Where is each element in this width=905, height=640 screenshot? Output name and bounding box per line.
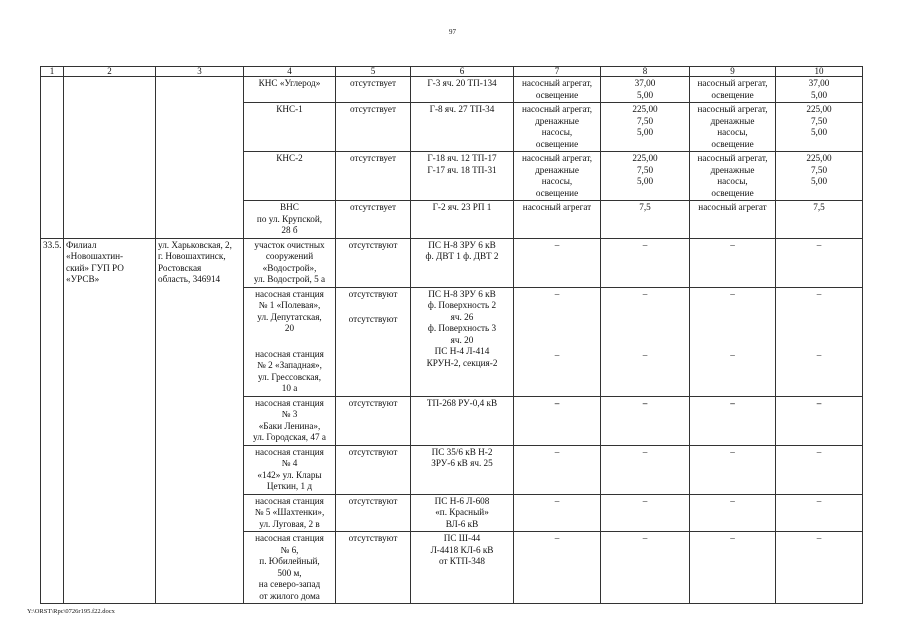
cell-c7: [514, 494, 601, 532]
cell-c7: [514, 532, 601, 604]
column-number-9: 9: [690, 67, 776, 77]
cell-c6-line: Г-17 яч. 18 ТП-31: [427, 164, 497, 175]
empty-value-dash: –: [642, 350, 648, 360]
cell-c9-line: дренажные: [710, 164, 755, 175]
cell-c8-line: 5,00: [636, 127, 654, 137]
empty-value-dash: –: [816, 350, 822, 360]
cell-c9-line: освещение: [711, 89, 754, 100]
cell-c5-line: отсутствуют: [348, 495, 398, 506]
cell-c5-line: отсутствует: [350, 153, 396, 163]
organization-address-line: область, 346914: [158, 274, 221, 284]
empty-value-dash: –: [554, 288, 560, 299]
cell-c4-line: КНС-2: [276, 153, 303, 163]
page-number: 97: [449, 28, 456, 36]
cell-c10-line: 37,00: [808, 78, 830, 88]
cell-c6-line: Г-8 яч. 27 ТП-34: [429, 104, 495, 114]
cell-c6-line: ПС Ш-44: [443, 533, 481, 543]
cell-c6-line: ф. ДВТ 1 ф. ДВТ 2: [425, 251, 499, 261]
cell-c4-line: № 5 «Шахтенки»,: [254, 507, 325, 517]
empty-value-dash: –: [554, 533, 560, 543]
empty-value-dash: –: [730, 288, 735, 299]
cell-c4-line: 28 б: [281, 225, 298, 235]
cell-c4: [244, 152, 336, 201]
cell-c10-line: 7,50: [810, 115, 828, 126]
cell-c4-line: Цеткин, 1 д: [266, 481, 313, 491]
empty-value-dash: –: [642, 239, 648, 250]
cell-c4-line: «Баки Ленина»,: [258, 420, 321, 431]
cell-c4-line: № 1 «Полевая»,: [258, 300, 321, 310]
cell-c8-line: 225,00: [632, 104, 658, 114]
cell-c9-line: освещение: [711, 187, 754, 198]
cell-c4: [244, 445, 336, 494]
cell-c5: [336, 494, 411, 532]
cell-c7: [514, 201, 601, 239]
cell-c9: [690, 238, 776, 287]
cell-c4-line: № 3: [281, 409, 298, 419]
cell-c8-line: 37,00: [634, 78, 656, 88]
cell-c4-line: сооружений: [265, 251, 314, 261]
cell-c7-line: освещение: [535, 89, 579, 100]
cell-c4: [244, 103, 336, 152]
cell-c4: [244, 238, 336, 287]
cell-c10: [776, 494, 863, 532]
cell-c10: [776, 532, 863, 604]
cell-c9: [690, 396, 776, 445]
cell-c4-line: участок очистных: [254, 239, 325, 250]
cell-c4: [244, 494, 336, 532]
cell-c10: [776, 152, 863, 201]
cell-c7: [514, 152, 601, 201]
cell-c4-line: КНС-1: [276, 104, 303, 114]
cell-c8-line: 7,5: [639, 202, 651, 212]
empty-value-dash: –: [642, 495, 648, 506]
empty-value-dash: –: [554, 495, 560, 506]
cell-c6: [411, 287, 514, 396]
cell-c10: [776, 201, 863, 239]
cell-c7-line: насосы,: [541, 176, 573, 186]
cell-c6: [411, 532, 514, 604]
cell-c4-line: ул. Водострой, 5 а: [253, 274, 326, 284]
cell-c4-line: ВНС: [280, 202, 299, 212]
cell-c4: [244, 201, 336, 239]
cell-c6-line: ПС Н-6 Л-608: [434, 495, 490, 506]
cell-c4-line: 500 м,: [277, 567, 302, 578]
cell-c7-line: насосный агрегат,: [521, 153, 593, 163]
cell-c7-line: дренажные: [535, 115, 579, 126]
cell-c9-line: насосный агрегат,: [697, 78, 768, 88]
cell-c4-line: 20: [284, 323, 295, 333]
cell-c10-line: 225,00: [806, 104, 832, 114]
cell-c5: [336, 77, 411, 103]
cell-spacer: [338, 300, 408, 314]
organization-name-line: Филиал: [66, 239, 97, 250]
cell-c9: [690, 103, 776, 152]
cell-c10: [776, 396, 863, 445]
cell-c9-line: освещение: [711, 138, 754, 149]
cell-c6: [411, 494, 514, 532]
empty-value-dash: –: [816, 239, 822, 250]
column-number-1: 1: [41, 67, 64, 77]
cell-c6-line: Л-4418 КЛ-6 кВ: [430, 544, 494, 555]
cell-c9-line: насосы,: [717, 127, 748, 137]
cell-c7-line: дренажные: [535, 164, 579, 175]
cell-c8: [601, 396, 690, 445]
organization-address-line: Ростовская: [158, 262, 202, 273]
cell-c4-line: от жилого дома: [259, 590, 320, 601]
column-number-row: [41, 67, 863, 77]
cell-c10: [776, 287, 863, 396]
cell-spacer: [246, 335, 333, 349]
cell-c7-line: насосный агрегат,: [521, 104, 593, 114]
organization-address-line: г. Новошахтинск,: [158, 251, 226, 261]
cell-c6: [411, 103, 514, 152]
cell-c5: [336, 201, 411, 239]
cell-c6-line: Г-2 яч. 23 РП 1: [432, 202, 492, 212]
cell-c9-line: насосный агрегат,: [697, 104, 768, 114]
cell-c4: [244, 287, 336, 396]
organization-address: [156, 238, 244, 604]
cell-c5-line: отсутствуют: [348, 288, 398, 299]
cell-c5-line: отсутствуют: [348, 314, 398, 324]
cell-c10-line: 7,5: [813, 202, 825, 212]
cell-c5-line: отсутствуют: [348, 239, 398, 250]
cell-c4-line: на северо-запад: [258, 579, 321, 589]
col-2-cell: [64, 77, 156, 239]
column-number-6: 6: [411, 67, 514, 77]
cell-c4-line: КНС «Углерод»: [258, 78, 321, 88]
cell-c9-line: насосы,: [717, 176, 748, 186]
cell-c6-line: ПС 35/6 кВ Н-2: [431, 446, 493, 457]
cell-c6-line: «п. Красный»: [435, 507, 489, 517]
cell-c9: [690, 77, 776, 103]
cell-c9-line: насосный агрегат,: [697, 153, 768, 163]
cell-c8-line: 225,00: [632, 153, 658, 163]
cell-c6-line: ПС Н-8 ЗРУ 6 кВ: [428, 288, 496, 299]
cell-c4: [244, 396, 336, 445]
empty-value-dash: –: [730, 397, 735, 408]
cell-c5: [336, 152, 411, 201]
empty-value-dash: –: [554, 350, 560, 360]
cell-c7: [514, 445, 601, 494]
cell-c9: [690, 152, 776, 201]
cell-c8: [601, 152, 690, 201]
cell-c4-line: насосная станция: [255, 495, 324, 506]
cell-c10-line: 5,00: [810, 176, 828, 186]
cell-c6-line: ПС Н-4 Л-414: [434, 346, 490, 356]
cell-c7-line: освещение: [535, 138, 579, 149]
table-row: [41, 77, 863, 103]
organization-address-line: ул. Харьковская, 2,: [158, 239, 232, 250]
empty-value-dash: –: [816, 446, 822, 457]
cell-c5: [336, 532, 411, 604]
cell-c8: [601, 445, 690, 494]
organization-name-line: ский» ГУП РО: [66, 262, 124, 273]
organization-name-line: «Новошахтин-: [66, 251, 124, 261]
cell-c8: [601, 494, 690, 532]
cell-c10-line: 5,00: [810, 89, 828, 100]
column-number-2: 2: [64, 67, 156, 77]
cell-c8-line: 7,50: [636, 164, 654, 175]
cell-c6: [411, 201, 514, 239]
document-table: [40, 66, 863, 604]
cell-c8: [601, 103, 690, 152]
empty-value-dash: –: [816, 533, 822, 543]
cell-c10: [776, 238, 863, 287]
cell-c5-line: отсутствует: [350, 78, 396, 88]
cell-c5: [336, 103, 411, 152]
cell-c6: [411, 77, 514, 103]
cell-c10-line: 5,00: [810, 127, 828, 137]
cell-c7: [514, 396, 601, 445]
empty-value-dash: –: [642, 446, 648, 457]
cell-c9: [690, 532, 776, 604]
cell-c6-line: ТП-268 РУ-0,4 кВ: [426, 397, 498, 408]
cell-c4-line: 10 а: [281, 383, 298, 393]
cell-c5-line: отсутствуют: [348, 533, 398, 543]
cell-c6-line: Г-3 яч. 20 ТП-134: [427, 78, 497, 88]
empty-value-dash: –: [730, 446, 735, 457]
empty-value-dash: –: [642, 288, 648, 299]
cell-c10-line: 7,50: [810, 164, 828, 175]
cell-c5: [336, 238, 411, 287]
cell-c9: [690, 201, 776, 239]
cell-c4-line: ул. Луговая, 2 в: [259, 518, 320, 529]
cell-c6-line: ПС Н-8 ЗРУ 6 кВ: [428, 239, 496, 250]
cell-c6-line: ВЛ-6 кВ: [445, 518, 479, 529]
organization-name-line: «УРСВ»: [66, 274, 100, 284]
cell-c7-line: освещение: [535, 187, 579, 198]
cell-c8: [601, 238, 690, 287]
column-number-8: 8: [601, 67, 690, 77]
cell-c7-line: насосный агрегат,: [521, 78, 593, 88]
cell-c6-line: яч. 26: [450, 311, 474, 322]
cell-c10-line: 225,00: [806, 153, 832, 163]
cell-c6-line: Г-18 яч. 12 ТП-17: [427, 153, 497, 163]
cell-c5: [336, 287, 411, 396]
cell-c7: [514, 238, 601, 287]
cell-c4: [244, 532, 336, 604]
cell-c5-line: отсутствуют: [348, 446, 398, 457]
cell-c4-line: № 2 «Западная»,: [257, 360, 322, 370]
column-number-4: 4: [244, 67, 336, 77]
cell-c8: [601, 532, 690, 604]
cell-c4-line: № 4: [281, 458, 298, 468]
cell-c9: [690, 494, 776, 532]
cell-c5: [336, 396, 411, 445]
cell-c6-line: ЗРУ-6 кВ яч. 25: [431, 458, 493, 468]
cell-c10: [776, 445, 863, 494]
cell-c9-line: насосный агрегат: [698, 202, 767, 212]
item-number: 33.5.: [41, 238, 64, 604]
empty-value-dash: –: [816, 495, 822, 506]
cell-c6-line: от КТП-348: [438, 556, 485, 566]
cell-c7-line: насосный агрегат: [522, 202, 592, 212]
column-number-7: 7: [514, 67, 601, 77]
empty-value-dash: –: [730, 533, 735, 543]
cell-c8: [601, 77, 690, 103]
cell-c9: [690, 287, 776, 396]
cell-c4-line: «142» ул. Клары: [257, 469, 322, 480]
column-number-5: 5: [336, 67, 411, 77]
cell-c6-line: ф. Поверхность 3: [427, 323, 497, 333]
cell-c5-line: отсутствует: [350, 104, 396, 114]
cell-c4-line: «Водострой»,: [262, 262, 317, 273]
cell-c4-line: ул. Депутатская,: [257, 311, 322, 322]
column-number-10: 10: [776, 67, 863, 77]
cell-c4-line: ул. Грессовская,: [257, 371, 322, 382]
cell-c4-line: насосная станция: [255, 397, 324, 408]
cell-c5-line: отсутствует: [350, 202, 396, 212]
empty-value-dash: –: [554, 239, 560, 250]
cell-c10: [776, 103, 863, 152]
cell-c4-line: насосная станция: [255, 446, 324, 457]
footer-file-path: Y:\ORST\Rpc\0726r195.f22.docx: [27, 608, 115, 615]
cell-c5: [336, 445, 411, 494]
cell-c9-line: дренажные: [710, 115, 755, 126]
organization-name: [64, 238, 156, 604]
cell-c7: [514, 287, 601, 396]
cell-c4-line: насосная станция: [255, 348, 324, 359]
cell-c6-line: ф. Поверхность 2: [427, 300, 497, 310]
cell-c8-line: 7,50: [636, 115, 654, 126]
cell-c10: [776, 77, 863, 103]
cell-c7: [514, 77, 601, 103]
empty-value-dash: –: [816, 288, 822, 299]
cell-c7-line: насосы,: [541, 127, 573, 137]
cell-c8-line: 5,00: [636, 176, 654, 186]
cell-c5-line: отсутствуют: [348, 397, 398, 408]
empty-value-dash: –: [554, 446, 560, 457]
table-row: [41, 238, 863, 287]
cell-c6: [411, 396, 514, 445]
cell-c8: [601, 201, 690, 239]
cell-c6: [411, 152, 514, 201]
cell-c9: [690, 445, 776, 494]
cell-c6: [411, 238, 514, 287]
column-number-3: 3: [156, 67, 244, 77]
cell-c7: [514, 103, 601, 152]
cell-c4-line: насосная станция: [255, 288, 324, 299]
empty-value-dash: –: [642, 533, 648, 543]
cell-c4-line: насосная станция: [255, 533, 324, 543]
empty-value-dash: –: [730, 495, 735, 506]
empty-value-dash: –: [816, 397, 822, 408]
empty-value-dash: –: [554, 397, 560, 408]
empty-value-dash: –: [642, 397, 648, 408]
cell-c4-line: п. Юбилейный,: [259, 556, 320, 566]
empty-value-dash: –: [730, 239, 735, 250]
cell-c6-line: КРУН-2, секция-2: [426, 357, 498, 368]
cell-c4-line: по ул. Крупской,: [256, 213, 323, 224]
cell-c6-line: яч. 20: [450, 334, 474, 345]
cell-c6: [411, 445, 514, 494]
col-3-cell: [156, 77, 244, 239]
empty-value-dash: –: [730, 350, 735, 360]
cell-c8: [601, 287, 690, 396]
cell-c4: [244, 77, 336, 103]
col-1-cell: [41, 77, 64, 239]
cell-c4-line: ул. Городская, 47 а: [253, 432, 326, 442]
cell-c4-line: № 6,: [280, 544, 299, 555]
cell-c8-line: 5,00: [636, 89, 654, 100]
